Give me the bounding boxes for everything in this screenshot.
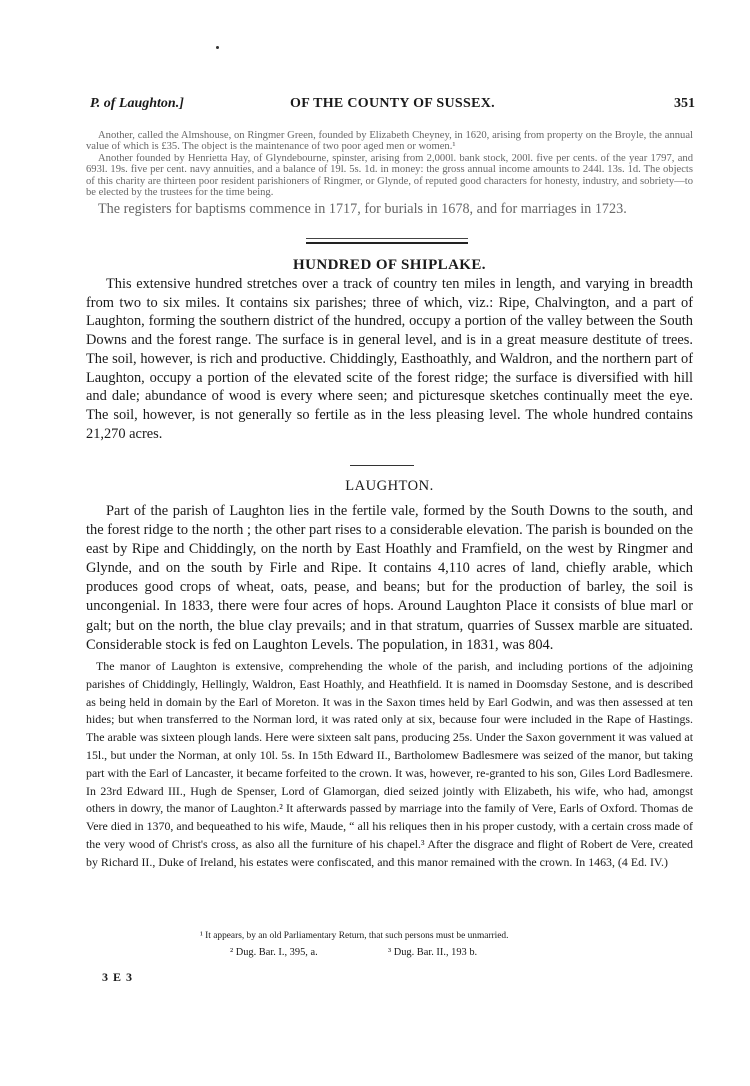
page-number: 351 xyxy=(674,96,695,111)
footnote-1: ¹ It appears, by an old Parliamentary Return, that such persons must be unmarried. xyxy=(200,931,509,941)
hundred-paragraph: This extensive hundred stretches over a track of country ten miles in length, and varying in breadth from two to six miles. It contains six parishes; three of which, viz.: Ripe, Chalvington, and a part of Laughton, forming the southern district of the hundred, occupy a portion of the valley between the South Downs and the forest range. The surface is in general level, and is in a great measure destitute of trees. The soil, however, is rich and productive. Chiddingly, Easthoathly, and Waldron, and the northern part of Laughton, occupy a portion of the elevated scite of the forest ridge; the surface is diversified with hill and dale; abundance of wood is every where seen; and picturesque sketches continually meet the eye. The soil, however, is not generally so fertile as in the less pleasing level. The whole hundred contains 21,270 acres. xyxy=(86,276,693,442)
laughton-paragraph: Part of the parish of Laughton lies in the fertile vale, formed by the South Downs to the south, and the forest ridge to the north ; the other part rises to a considerable elevation. The parish is bounded on the east by Ripe and Chiddingly, on the north by East Hoathly and Framfield, on the west by Ringmer and Glynde, and on the south by Firle and Ripe. It contains 4,110 acres of land, chiefly arable, which produces good crops of wheat, oats, pease, and beans; but for the production of barley, the soil is uncongenial. In 1833, there were four acres of hops. Around Laughton Place it consists of blue marl or galt; but on the north, the blue clay prevails; and in that stratum, quarries of Sussex marble are situated. Considerable stock is fed on Laughton Levels. The population, in 1831, was 804. xyxy=(86,503,693,653)
hundred-description xyxy=(86,275,693,443)
hundred-title: HUNDRED OF SHIPLAKE. xyxy=(293,257,486,273)
almshouse-paragraph: Another, called the Almshouse, on Ringmer Green, founded by Elizabeth Cheyney, in 1620, arising from property on the Broyle, the annual value of which is £35. The object is the maintenance of two poor aged men or women.¹ xyxy=(86,130,693,153)
hay-charity-paragraph: Another founded by Henrietta Hay, of Glyndebourne, spinster, arising from 2,000l. bank stock, 200l. five per cents. of the year 1797, and 693l. 19s. five per cent. navy annuities, and a balance of 19l. 5s. 1d. in money: the gross annual income amounts to 244l. 13s. 1d. The objects of this charity are thirteen poor resident parishioners of Ringmer, or Glynde, of reputed good characters for honesty, industry, and sobriety—to be elected by the trustees for the time being. xyxy=(86,152,693,199)
short-divider xyxy=(350,465,414,466)
section-rule-thick xyxy=(306,242,468,244)
registers-paragraph: The registers for baptisms commence in 1717, for burials in 1678, and for marriages in 1723. xyxy=(98,201,627,218)
manor-description xyxy=(86,658,693,872)
footnote-2: ² Dug. Bar. I., 395, a. xyxy=(230,947,318,958)
header-title: OF THE COUNTY OF SUSSEX. xyxy=(290,96,495,111)
section-rule-thin xyxy=(306,238,468,239)
footnote-3: ³ Dug. Bar. II., 193 b. xyxy=(388,947,478,958)
previous-section xyxy=(86,130,693,218)
printer-signature: 3 E 3 xyxy=(102,970,134,984)
running-header xyxy=(90,96,695,116)
header-parish: P. of Laughton.] xyxy=(90,96,184,111)
manor-paragraph: The manor of Laughton is extensive, comprehending the whole of the parish, and including portions of the adjoining parishes of Chiddingly, Hellingly, Waldron, East Hoathly, and Heathfield. It is named in Doomsday Sestone, and is described as being held in domain by the Earl of Moreton. It was in the Saxon times held by Earl Godwin, and was then assessed at ten hides; but when transferred to the Norman lord, it was rated only at six, because four were included in the Rape of Hastings. The arable was sixteen plough lands. Here were sixteen salt pans, producing 25s. Under the Saxon government it was valued at 15l., but under the Norman, at only 10l. 5s. In 15th Edward II., Bartholomew Badlesmere was seized of the manor, but taking part with the Earl of Lancaster, it became forfeited to the crown. It was, however, re-granted to his son, Giles Lord Badlesmere. In 23rd Edward III., Hugh de Spenser, Lord of Glamorgan, died seized jointly with Elizabeth, his wife, who had, amongst others in dowry, the manor of Laughton.² It afterwards passed by marriage into the family of Vere, Earls of Oxford. Thomas de Vere died in 1370, and bequeathed to his wife, Maude, “ all his reliques then in his proper custody, with a certain cross made of the very wood of Christ's cross, as also all the furniture of his chapel.³ After the disgrace and flight of Robert de Vere, created by Richard II., Duke of Ireland, his estates were confiscated, and this manor remained with the crown. In 1463, (4 Ed. IV.) xyxy=(86,659,693,869)
laughton-description xyxy=(86,502,693,655)
ink-speck xyxy=(216,46,219,49)
laughton-title: LAUGHTON. xyxy=(345,478,434,494)
